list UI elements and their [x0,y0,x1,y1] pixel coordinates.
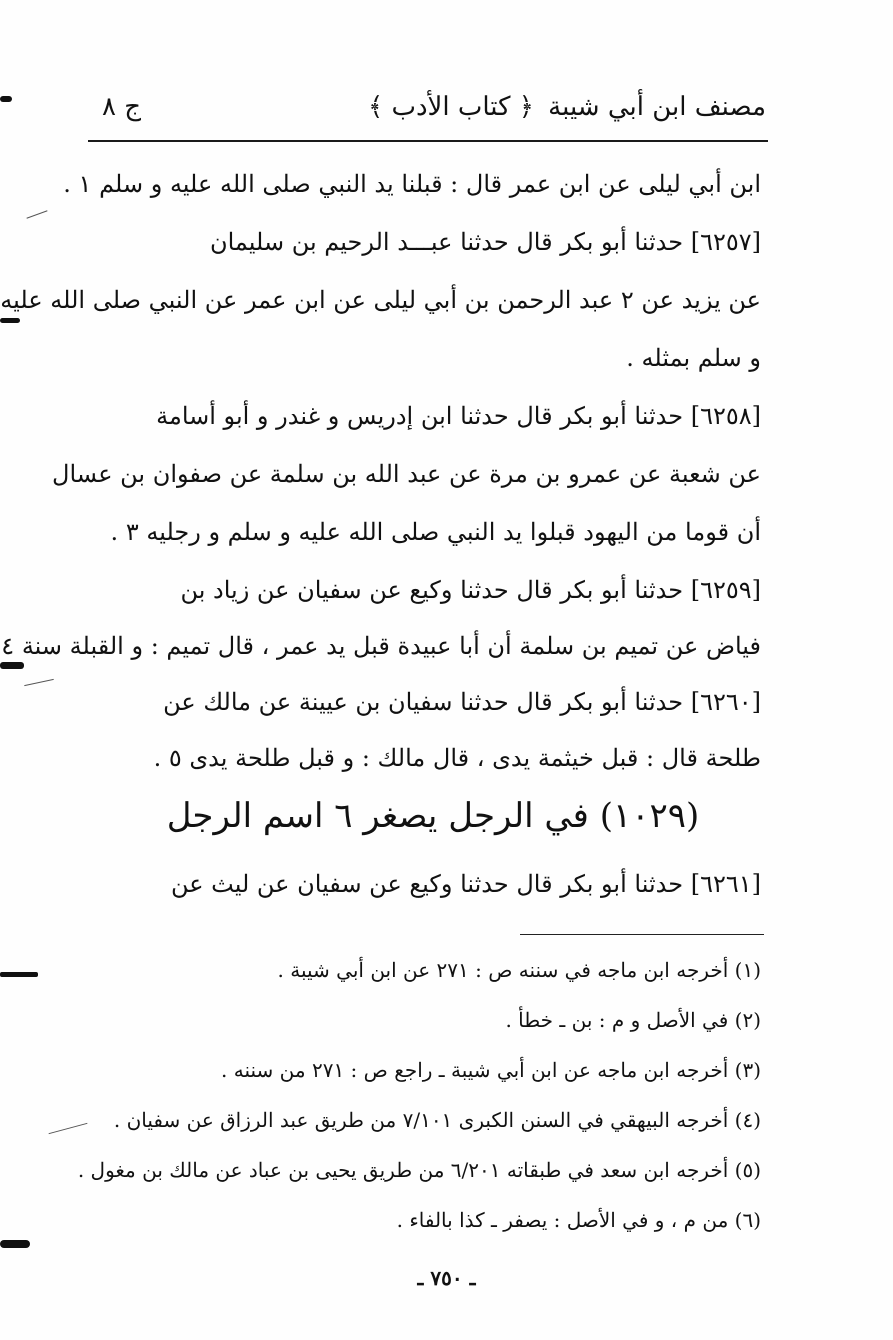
footnote-1: (١) أخرجه ابن ماجه في سننه ص : ٢٧١ عن ابن أبي شيبة . [277,958,761,982]
scan-mark [0,318,20,323]
body-line: طلحة قال : قبل خيثمة يدى ، قال مالك : و قبل طلحة يدى ٥ . [153,744,761,772]
book-title: مصنف ابن أبي شيبة [548,92,766,122]
hadith-6257-start: [٦٢٥٧] حدثنا أبو بكر قال حدثنا عبـــد الرحيم بن سليمان [209,228,761,256]
volume-number: ج ٨ [102,92,142,122]
footnote-divider [520,934,764,935]
scan-mark [0,1240,30,1248]
page-number: ـ ٧٥٠ ـ [417,1266,476,1290]
scan-mark [0,662,24,669]
body-line: أن قوما من اليهود قبلوا يد النبي صلى الله عليه و سلم و رجليه ٣ . [110,518,761,546]
chapter-title: ﴿ كتاب الأدب ﴾ [368,92,534,122]
footnote-2: (٢) في الأصل و م : بن ـ خطأ . [505,1008,761,1032]
footnote-3: (٣) أخرجه ابن ماجه عن ابن أبي شيبة ـ راجع ص : ٢٧١ من سننه . [221,1058,761,1082]
header-divider [88,140,768,142]
body-line: ابن أبي ليلى عن ابن عمر قال : قبلنا يد النبي صلى الله عليه و سلم ١ . [63,170,761,198]
scan-mark [0,972,38,977]
hadith-6260-start: [٦٢٦٠] حدثنا أبو بكر قال حدثنا سفيان بن عيينة عن مالك عن [163,688,761,716]
scan-mark [0,96,12,102]
body-line: عن يزيد عن ٢ عبد الرحمن بن أبي ليلى عن ابن عمر عن النبي صلى الله عليه [0,286,761,314]
body-line: و سلم بمثله . [626,344,761,372]
hadith-6259-start: [٦٢٥٩] حدثنا أبو بكر قال حدثنا وكيع عن سفيان عن زياد بن [180,576,761,604]
footnote-4: (٤) أخرجه البيهقي في السنن الكبرى ٧/١٠١ من طريق عبد الرزاق عن سفيان . [113,1108,761,1132]
body-line: عن شعبة عن عمرو بن مرة عن عبد الله بن سلمة عن صفوان بن عسال [52,460,761,488]
scan-scratch [49,1123,88,1134]
scan-scratch [26,210,47,218]
running-header [88,92,766,136]
hadith-6261-start: [٦٢٦١] حدثنا أبو بكر قال حدثنا وكيع عن سفيان عن ليث عن [170,870,761,898]
footnote-6: (٦) من م ، و في الأصل : يصفر ـ كذا بالفاء . [396,1208,761,1232]
section-heading: (١٠٢٩) في الرجل يصغر ٦ اسم الرجل [166,796,700,836]
hadith-6258-start: [٦٢٥٨] حدثنا أبو بكر قال حدثنا ابن إدريس و غندر و أبو أسامة [156,402,761,430]
body-line: فياض عن تميم بن سلمة أن أبا عبيدة قبل يد عمر ، قال تميم : و القبلة سنة ٤ [1,632,761,660]
footnote-5: (٥) أخرجه ابن سعد في طبقاته ٦/٢٠١ من طريق يحيى بن عباد عن مالك بن مغول . [77,1158,761,1182]
scan-scratch [24,679,54,686]
